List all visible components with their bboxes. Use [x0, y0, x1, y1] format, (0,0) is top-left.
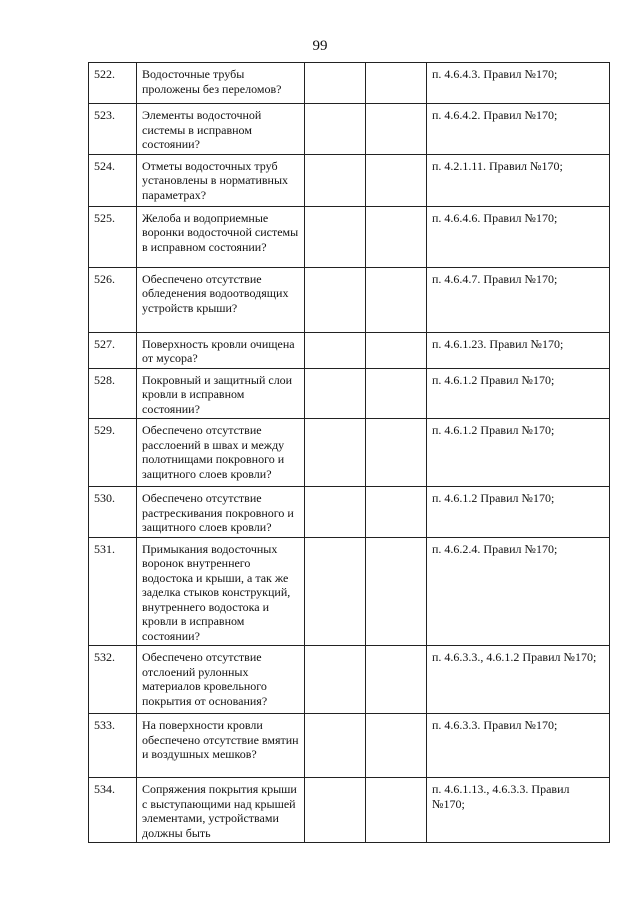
row-question: Элементы водосточной системы в исправном состоянии?	[137, 104, 305, 155]
row-answer-yes-cell	[305, 206, 366, 267]
row-number: 532.	[89, 646, 137, 714]
table-row	[89, 368, 610, 419]
row-number: 530.	[89, 487, 137, 538]
row-answer-no-cell	[366, 537, 427, 646]
row-answer-no-cell	[366, 267, 427, 332]
row-number: 527.	[89, 332, 137, 368]
table-row	[89, 714, 610, 778]
row-reference: п. 4.6.3.3., 4.6.1.2 Правил №170;	[427, 646, 610, 714]
row-reference: п. 4.6.1.2 Правил №170;	[427, 368, 610, 419]
row-answer-yes-cell	[305, 332, 366, 368]
row-reference: п. 4.6.1.13., 4.6.3.3. Правил №170;	[427, 778, 610, 843]
row-answer-no-cell	[366, 332, 427, 368]
table-row	[89, 646, 610, 714]
row-reference: п. 4.6.1.23. Правил №170;	[427, 332, 610, 368]
row-question: Обеспечено отсутствие отслоений рулонных материалов кровельного покрытия от основания?	[137, 646, 305, 714]
row-question: Обеспечено отсутствие обледенения водоотводящих устройств крыши?	[137, 267, 305, 332]
row-answer-yes-cell	[305, 778, 366, 843]
row-answer-no-cell	[366, 419, 427, 487]
row-answer-no-cell	[366, 714, 427, 778]
row-reference: п. 4.2.1.11. Правил №170;	[427, 154, 610, 206]
row-number: 525.	[89, 206, 137, 267]
row-number: 533.	[89, 714, 137, 778]
table-row	[89, 778, 610, 843]
table-row	[89, 104, 610, 155]
row-question: Примыкания водосточных воронок внутреннего водостока и крыши, а так же заделка стыков конструкций, внутреннего водостока и кровли в исправном состоянии?	[137, 537, 305, 646]
row-reference: п. 4.6.4.2. Правил №170;	[427, 104, 610, 155]
row-answer-no-cell	[366, 778, 427, 843]
row-reference: п. 4.6.4.3. Правил №170;	[427, 63, 610, 104]
row-answer-yes-cell	[305, 104, 366, 155]
row-question: Поверхность кровли очищена от мусора?	[137, 332, 305, 368]
page-number: 99	[312, 38, 328, 54]
row-answer-no-cell	[366, 206, 427, 267]
row-question: Сопряжения покрытия крыши с выступающими над крышей элементами, устройствами должны быть	[137, 778, 305, 843]
row-number: 529.	[89, 419, 137, 487]
row-question: Обеспечено отсутствие растрескивания покровного и защитного слоев кровли?	[137, 487, 305, 538]
row-number: 531.	[89, 537, 137, 646]
table-row	[89, 63, 610, 104]
checklist-table	[88, 62, 610, 843]
row-answer-no-cell	[366, 487, 427, 538]
row-answer-yes-cell	[305, 63, 366, 104]
row-answer-no-cell	[366, 63, 427, 104]
row-number: 528.	[89, 368, 137, 419]
row-answer-no-cell	[366, 104, 427, 155]
table-row	[89, 332, 610, 368]
table-row	[89, 537, 610, 646]
row-answer-yes-cell	[305, 714, 366, 778]
row-answer-yes-cell	[305, 368, 366, 419]
row-reference: п. 4.6.1.2 Правил №170;	[427, 419, 610, 487]
row-answer-no-cell	[366, 154, 427, 206]
row-answer-no-cell	[366, 368, 427, 419]
row-answer-yes-cell	[305, 267, 366, 332]
checklist-rows	[89, 63, 610, 843]
row-answer-yes-cell	[305, 419, 366, 487]
row-question: Покровный и защитный слои кровли в исправном состоянии?	[137, 368, 305, 419]
row-reference: п. 4.6.4.7. Правил №170;	[427, 267, 610, 332]
row-answer-yes-cell	[305, 487, 366, 538]
row-answer-no-cell	[366, 646, 427, 714]
row-answer-yes-cell	[305, 646, 366, 714]
row-number: 522.	[89, 63, 137, 104]
table-row	[89, 487, 610, 538]
table-row	[89, 206, 610, 267]
row-reference: п. 4.6.1.2 Правил №170;	[427, 487, 610, 538]
row-reference: п. 4.6.4.6. Правил №170;	[427, 206, 610, 267]
row-question: Обеспечено отсутствие расслоений в швах и между полотнищами покровного и защитного слоев кровли?	[137, 419, 305, 487]
row-reference: п. 4.6.3.3. Правил №170;	[427, 714, 610, 778]
row-number: 534.	[89, 778, 137, 843]
row-question: На поверхности кровли обеспечено отсутствие вмятин и воздушных мешков?	[137, 714, 305, 778]
table-row	[89, 154, 610, 206]
row-number: 524.	[89, 154, 137, 206]
row-answer-yes-cell	[305, 537, 366, 646]
row-question: Отметы водосточных труб установлены в нормативных параметрах?	[137, 154, 305, 206]
row-reference: п. 4.6.2.4. Правил №170;	[427, 537, 610, 646]
row-question: Водосточные трубы проложены без переломов?	[137, 63, 305, 104]
row-question: Желоба и водоприемные воронки водосточной системы в исправном состоянии?	[137, 206, 305, 267]
table-row	[89, 267, 610, 332]
row-number: 526.	[89, 267, 137, 332]
row-answer-yes-cell	[305, 154, 366, 206]
row-number: 523.	[89, 104, 137, 155]
table-row	[89, 419, 610, 487]
